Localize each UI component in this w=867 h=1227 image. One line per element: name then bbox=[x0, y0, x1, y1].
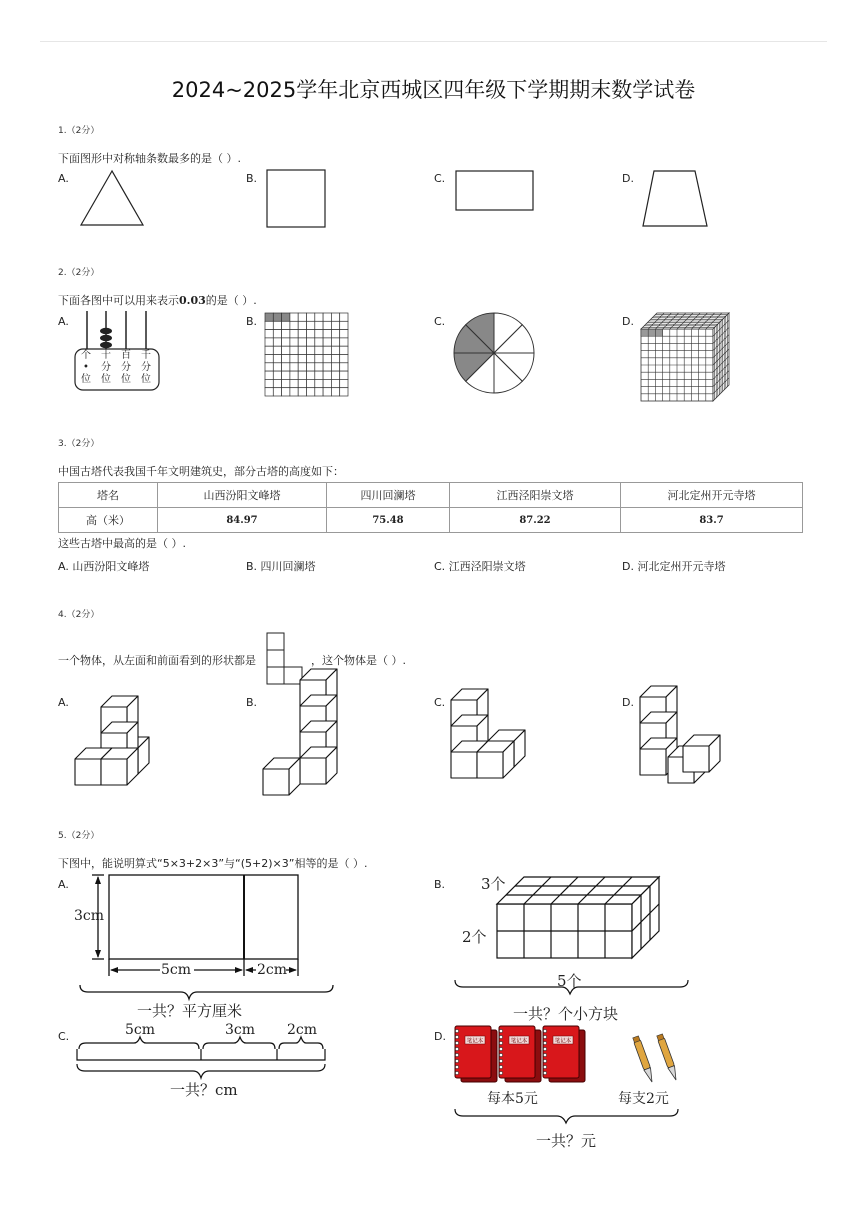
notebook-ring bbox=[543, 1041, 546, 1044]
pen-icon bbox=[656, 1034, 679, 1081]
abacus-char: 分 bbox=[121, 362, 131, 373]
notebook-ring bbox=[543, 1047, 546, 1050]
abacus-char: 百 bbox=[121, 350, 131, 361]
a-total-label: 一共？平方厘米 bbox=[137, 1002, 243, 1020]
q1-option-b[interactable]: B. bbox=[246, 172, 258, 185]
notebook-ring bbox=[499, 1035, 502, 1038]
abacus-char: 十 bbox=[101, 350, 111, 361]
q5-stem: 下图中，能说明算式“5×3+2×3”与“(5+2)×3”相等的是（ ）. bbox=[58, 857, 368, 870]
q4-option-b[interactable]: B. bbox=[246, 696, 258, 709]
b-bottom-label: 5个 bbox=[557, 972, 582, 990]
q4-stem-post: ，这个物体是（ ）. bbox=[311, 654, 406, 667]
q5-option-b[interactable]: B. bbox=[434, 878, 446, 891]
pen-body bbox=[658, 1037, 675, 1068]
notebook-ring bbox=[455, 1035, 458, 1038]
abacus-char: 位 bbox=[121, 374, 131, 385]
q5-option-a[interactable]: A. bbox=[58, 878, 69, 891]
notebook-ring bbox=[455, 1029, 458, 1032]
d-book-price: 每本5元 bbox=[487, 1091, 538, 1107]
pen-nib bbox=[644, 1068, 655, 1084]
notebook-ring bbox=[499, 1059, 502, 1062]
c-seg2-label: 3cm bbox=[225, 1022, 256, 1038]
table-header-cell: 江西泾阳崇文塔 bbox=[450, 483, 621, 508]
q2-option-b[interactable]: B. bbox=[246, 315, 258, 328]
q3-question: 这些古塔中最高的是（ ）. bbox=[58, 537, 186, 550]
b-side-label: 2个 bbox=[462, 928, 487, 946]
abacus-point: • bbox=[83, 362, 89, 373]
table-header-cell: 塔名 bbox=[59, 483, 158, 508]
notebook-icon bbox=[543, 1026, 579, 1078]
q1-option-c[interactable]: C. bbox=[434, 172, 446, 185]
notebook-icon bbox=[499, 1026, 535, 1078]
q5-header: 5.（2分） bbox=[58, 831, 100, 841]
notebook-label: 笔记本 bbox=[466, 1038, 484, 1045]
table-header-cell: 河北定州开元寺塔 bbox=[621, 483, 803, 508]
c-seg3-label: 2cm bbox=[287, 1022, 318, 1038]
a-height-label: 3cm bbox=[74, 908, 105, 924]
notebook-ring bbox=[499, 1041, 502, 1044]
notebook-icon bbox=[455, 1026, 491, 1078]
q2-option-a[interactable]: A. bbox=[58, 315, 69, 328]
q5-option-d[interactable]: D. bbox=[434, 1030, 446, 1043]
abacus-char: 分 bbox=[141, 362, 151, 373]
notebook-ring bbox=[499, 1053, 502, 1056]
c-total-label: 一共？cm bbox=[170, 1081, 238, 1099]
q5-option-c[interactable]: C. bbox=[58, 1030, 70, 1043]
q3-option-c[interactable]: C. 江西泾阳崇文塔 bbox=[434, 560, 526, 573]
q4-stem-pre: 一个物体，从左面和前面看到的形状都是 bbox=[58, 654, 256, 667]
q1-header: 1.（2分） bbox=[58, 126, 100, 136]
notebook-label: 笔记本 bbox=[510, 1038, 528, 1045]
q2-stem-number: 0.03 bbox=[179, 294, 206, 307]
pen-body bbox=[634, 1039, 651, 1070]
notebook-ring bbox=[543, 1035, 546, 1038]
notebook-ring bbox=[455, 1047, 458, 1050]
table-cell: 84.97 bbox=[158, 508, 327, 533]
notebook-ring bbox=[455, 1059, 458, 1062]
d-pen-price: 每支2元 bbox=[618, 1091, 669, 1107]
table-header-cell: 四川回澜塔 bbox=[327, 483, 450, 508]
q2-stem-pre: 下面各图中可以用来表示 bbox=[58, 294, 179, 307]
notebook-ring bbox=[499, 1071, 502, 1074]
table-cell: 83.7 bbox=[621, 508, 803, 533]
pen-nib bbox=[668, 1066, 679, 1082]
notebook-ring bbox=[499, 1047, 502, 1050]
abacus-char: 位 bbox=[141, 374, 151, 385]
b-top-label: 3个 bbox=[481, 875, 506, 893]
q4-header: 4.（2分） bbox=[58, 610, 100, 620]
notebook-ring bbox=[543, 1053, 546, 1056]
c-seg1-label: 5cm bbox=[125, 1022, 156, 1038]
q4-option-c[interactable]: C. bbox=[434, 696, 446, 709]
notebook-ring bbox=[455, 1065, 458, 1068]
notebook-ring bbox=[499, 1029, 502, 1032]
page-title: 2024~2025学年北京西城区四年级下学期期末数学试卷 bbox=[171, 78, 696, 102]
notebook-ring bbox=[543, 1065, 546, 1068]
table-row-label: 高（米） bbox=[59, 508, 158, 533]
a-width1-label: 5cm bbox=[161, 962, 192, 978]
abacus-char: 位 bbox=[81, 374, 91, 385]
q2-option-d[interactable]: D. bbox=[622, 315, 634, 328]
notebook-ring bbox=[455, 1041, 458, 1044]
table-header-cell: 山西汾阳文峰塔 bbox=[158, 483, 327, 508]
abacus-char: 分 bbox=[101, 362, 111, 373]
q3-header: 3.（2分） bbox=[58, 439, 100, 449]
q4-option-a[interactable]: A. bbox=[58, 696, 69, 709]
pen-icon bbox=[632, 1036, 655, 1083]
q2-header: 2.（2分） bbox=[58, 268, 100, 278]
notebook-ring bbox=[455, 1071, 458, 1074]
q1-stem: 下面图形中对称轴条数最多的是（ ）. bbox=[58, 152, 241, 165]
a-width2-label: 2cm bbox=[257, 962, 288, 978]
q1-option-d[interactable]: D. bbox=[622, 172, 634, 185]
abacus-char: 位 bbox=[101, 374, 111, 385]
abacus-char: 个 bbox=[81, 350, 91, 361]
q1-option-a[interactable]: A. bbox=[58, 172, 69, 185]
notebook-ring bbox=[543, 1029, 546, 1032]
q3-stem: 中国古塔代表我国千年文明建筑史，部分古塔的高度如下： bbox=[58, 465, 344, 478]
q3-option-a[interactable]: A. 山西汾阳文峰塔 bbox=[58, 560, 150, 573]
table-cell: 75.48 bbox=[327, 508, 450, 533]
q4-option-d[interactable]: D. bbox=[622, 696, 634, 709]
q3-option-d[interactable]: D. 河北定州开元寺塔 bbox=[622, 560, 726, 573]
q3-option-b[interactable]: B. 四川回澜塔 bbox=[246, 560, 316, 573]
b-total-label: 一共？个小方块 bbox=[513, 1005, 619, 1023]
abacus-char: 千 bbox=[141, 350, 151, 361]
notebook-ring bbox=[499, 1065, 502, 1068]
table-cell: 87.22 bbox=[450, 508, 621, 533]
notebook-ring bbox=[455, 1053, 458, 1056]
notebook-ring bbox=[543, 1071, 546, 1074]
q2-stem-post: 的是（ ）. bbox=[205, 294, 257, 307]
d-total-label: 一共？元 bbox=[536, 1132, 597, 1150]
notebook-ring bbox=[543, 1059, 546, 1062]
q2-option-c[interactable]: C. bbox=[434, 315, 446, 328]
notebook-label: 笔记本 bbox=[554, 1038, 572, 1045]
